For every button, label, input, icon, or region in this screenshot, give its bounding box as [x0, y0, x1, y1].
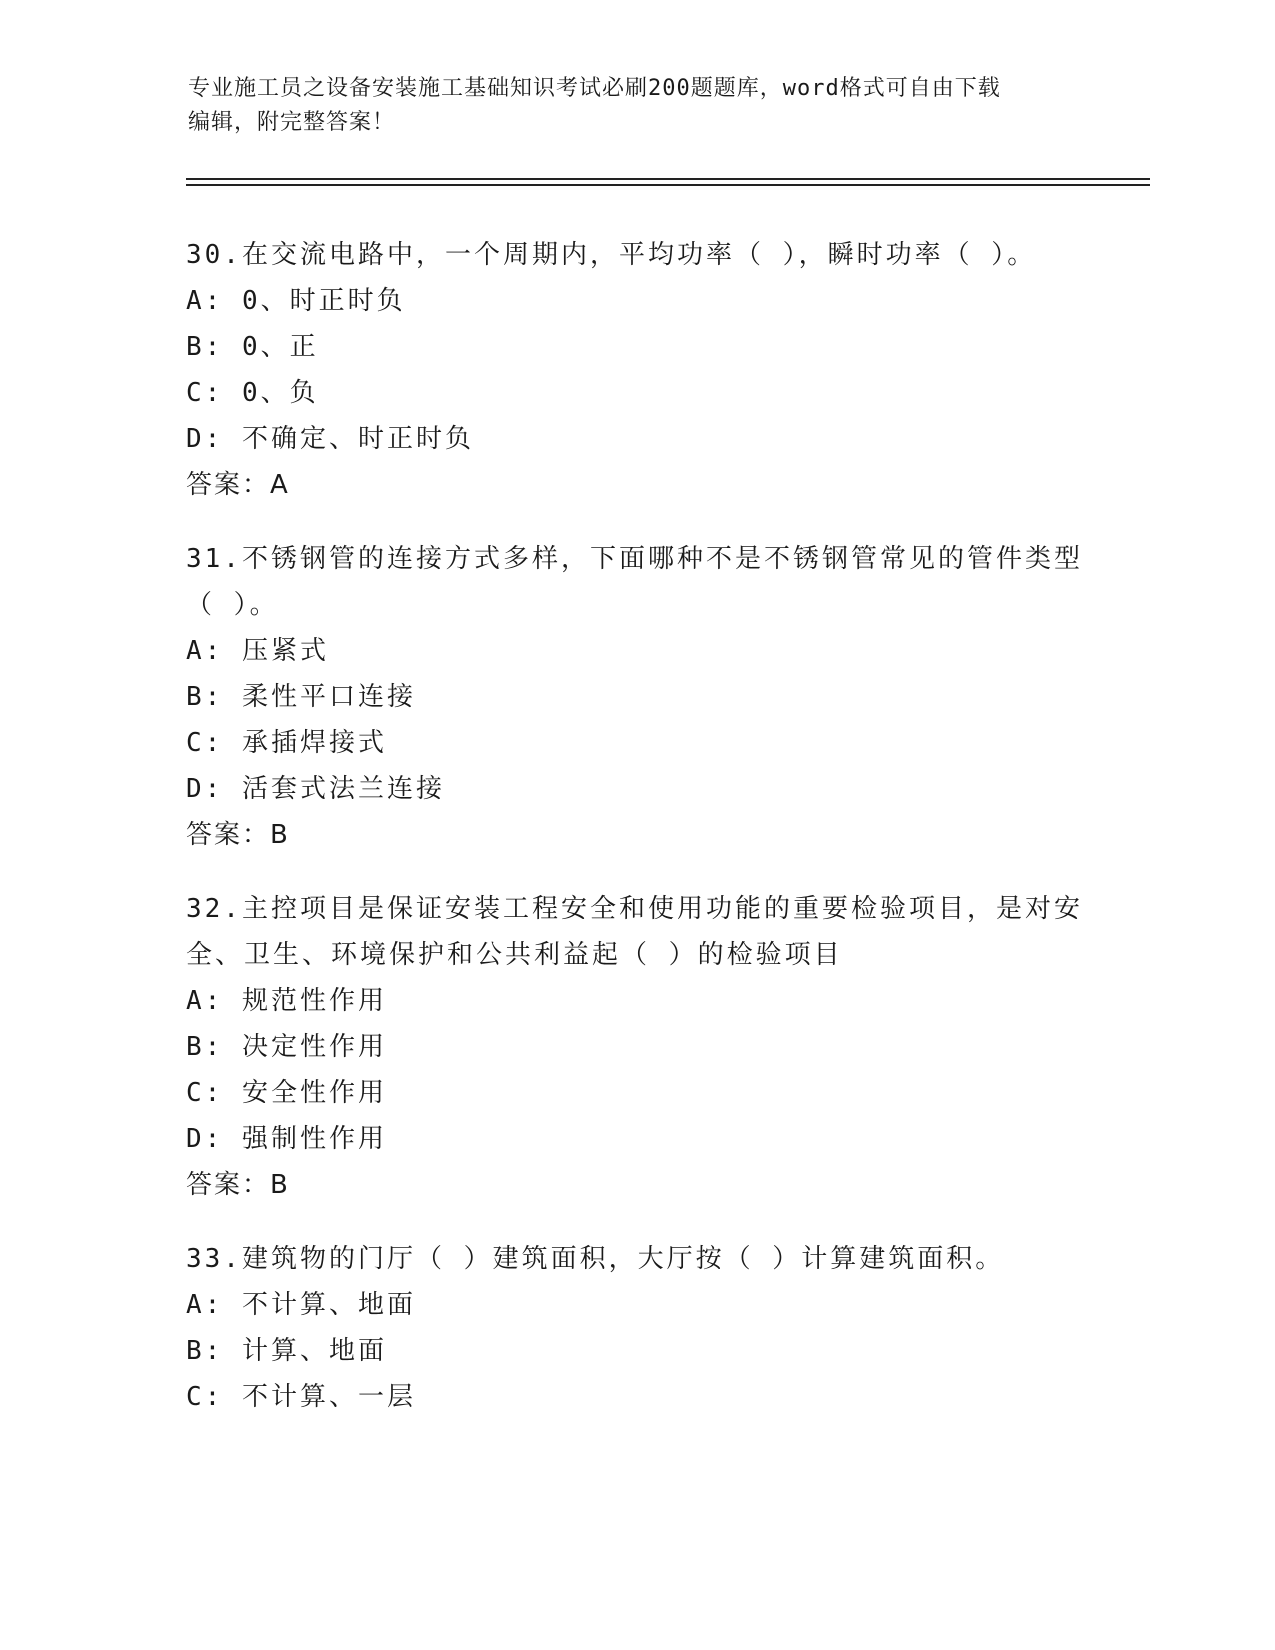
question-33: [186, 1236, 1086, 1420]
option-d: D: 活套式法兰连接: [186, 774, 445, 804]
header-line-1: 专业施工员之设备安装施工基础知识考试必刷200题题库，word格式可自由下载: [188, 76, 1001, 101]
question-text-cont: 全、卫生、环境保护和公共利益起（ ）的检验项目: [186, 940, 843, 970]
option-a: A: 压紧式: [186, 636, 329, 666]
option-d: D: 不确定、时正时负: [186, 424, 474, 454]
question-list: [186, 232, 1086, 1448]
document-header: [188, 72, 1068, 140]
answer: 答案：B: [186, 820, 290, 850]
question-32: [186, 886, 1086, 1208]
option-a: A: 不计算、地面: [186, 1290, 416, 1320]
question-text-cont: （ ）。: [186, 590, 279, 620]
option-c: C: 0、负: [186, 378, 319, 408]
question-text: 33.建筑物的门厅（ ）建筑面积，大厅按（ ）计算建筑面积。: [186, 1244, 1005, 1274]
question-text: 30.在交流电路中，一个周期内，平均功率（ ），瞬时功率（ ）。: [186, 240, 1037, 270]
option-d: D: 强制性作用: [186, 1124, 387, 1154]
header-divider-top: [186, 178, 1150, 180]
option-b: B: 决定性作用: [186, 1032, 387, 1062]
question-31: [186, 536, 1086, 858]
option-b: B: 0、正: [186, 332, 319, 362]
header-divider-bottom: [186, 184, 1150, 186]
option-c: C: 不计算、一层: [186, 1382, 416, 1412]
option-a: A: 0、时正时负: [186, 286, 406, 316]
question-30: [186, 232, 1086, 508]
answer: 答案：A: [186, 470, 290, 500]
option-b: B: 柔性平口连接: [186, 682, 416, 712]
question-text: 32.主控项目是保证安装工程安全和使用功能的重要检验项目，是对安: [186, 894, 1083, 924]
option-b: B: 计算、地面: [186, 1336, 387, 1366]
option-c: C: 承插焊接式: [186, 728, 387, 758]
option-a: A: 规范性作用: [186, 986, 387, 1016]
question-text: 31.不锈钢管的连接方式多样，下面哪种不是不锈钢管常见的管件类型: [186, 544, 1083, 574]
answer: 答案：B: [186, 1170, 290, 1200]
header-line-2: 编辑，附完整答案！: [188, 110, 396, 135]
option-c: C: 安全性作用: [186, 1078, 387, 1108]
